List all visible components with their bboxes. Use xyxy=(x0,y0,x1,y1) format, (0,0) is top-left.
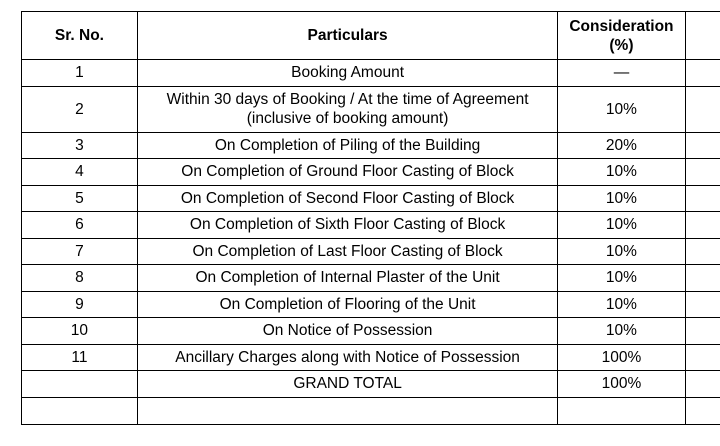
particular-cell: Booking Amount xyxy=(137,60,557,87)
pct-cell: 20% xyxy=(558,132,685,159)
table-row xyxy=(22,318,720,345)
table-row xyxy=(22,132,720,159)
table-row xyxy=(22,265,720,292)
extra-column-cell xyxy=(685,397,720,424)
particular-cell xyxy=(137,86,557,132)
table-row xyxy=(22,344,720,371)
particular-cell: On Completion of Flooring of the Unit xyxy=(137,291,557,318)
sr-cell: 1 xyxy=(22,60,138,87)
empty-cell xyxy=(22,397,138,424)
particular-line1: Within 30 days of Booking / At the time of Agreement xyxy=(166,91,529,108)
extra-column-cell xyxy=(685,318,720,345)
empty-cell xyxy=(137,397,557,424)
table-row xyxy=(22,159,720,186)
particular-cell: On Completion of Internal Plaster of the Unit xyxy=(137,265,557,292)
extra-column-cell xyxy=(685,185,720,212)
pct-cell: 10% xyxy=(558,238,685,265)
table-row xyxy=(22,212,720,239)
particular-cell: On Completion of Piling of the Building xyxy=(137,132,557,159)
pct-cell: 10% xyxy=(558,291,685,318)
particular-cell: On Completion of Last Floor Casting of Block xyxy=(137,238,557,265)
extra-column-cell xyxy=(685,291,720,318)
particular-cell: On Notice of Possession xyxy=(137,318,557,345)
sr-cell: 11 xyxy=(22,344,138,371)
pct-cell: 10% xyxy=(558,185,685,212)
sr-cell: 7 xyxy=(22,238,138,265)
header-consideration-line2: (%) xyxy=(609,36,634,54)
sr-cell: 9 xyxy=(22,291,138,318)
sr-cell: 10 xyxy=(22,318,138,345)
pct-cell: — xyxy=(558,60,685,87)
sr-cell: 8 xyxy=(22,265,138,292)
table-row xyxy=(22,238,720,265)
empty-row xyxy=(22,397,720,424)
header-consideration xyxy=(558,12,685,60)
extra-column-cell xyxy=(685,132,720,159)
grand-total-pct: 100% xyxy=(558,371,685,398)
table-row xyxy=(22,185,720,212)
sr-cell: 6 xyxy=(22,212,138,239)
sr-cell: 5 xyxy=(22,185,138,212)
header-consideration-line1: Consideration xyxy=(569,17,674,35)
extra-column-cell xyxy=(685,86,720,132)
pct-cell: 10% xyxy=(558,159,685,186)
pct-cell: 100% xyxy=(558,344,685,371)
table-header-row xyxy=(22,12,720,60)
sr-cell xyxy=(22,371,138,398)
sr-cell: 2 xyxy=(22,86,138,132)
pct-cell: 10% xyxy=(558,318,685,345)
extra-column-cell xyxy=(685,60,720,87)
grand-total-label: GRAND TOTAL xyxy=(137,371,557,398)
extra-column-cell xyxy=(685,265,720,292)
table-row xyxy=(22,86,720,132)
grand-total-row xyxy=(22,371,720,398)
pct-cell: 10% xyxy=(558,86,685,132)
empty-cell xyxy=(558,397,685,424)
table-row xyxy=(22,291,720,318)
particular-cell: Ancillary Charges along with Notice of Possession xyxy=(137,344,557,371)
particular-cell: On Completion of Second Floor Casting of Block xyxy=(137,185,557,212)
header-sr-no: Sr. No. xyxy=(22,12,138,60)
table-row xyxy=(22,60,720,87)
particular-line2: (inclusive of booking amount) xyxy=(246,110,449,127)
extra-column-cell xyxy=(685,212,720,239)
header-particulars: Particulars xyxy=(137,12,557,60)
extra-column-cell xyxy=(685,12,720,60)
particular-cell: On Completion of Sixth Floor Casting of Block xyxy=(137,212,557,239)
extra-column-cell xyxy=(685,344,720,371)
pct-cell: 10% xyxy=(558,265,685,292)
extra-column-cell xyxy=(685,159,720,186)
extra-column-cell xyxy=(685,371,720,398)
extra-column-cell xyxy=(685,238,720,265)
sr-cell: 3 xyxy=(22,132,138,159)
payment-schedule-table xyxy=(21,11,720,425)
sr-cell: 4 xyxy=(22,159,138,186)
pct-cell: 10% xyxy=(558,212,685,239)
particular-cell: On Completion of Ground Floor Casting of Block xyxy=(137,159,557,186)
